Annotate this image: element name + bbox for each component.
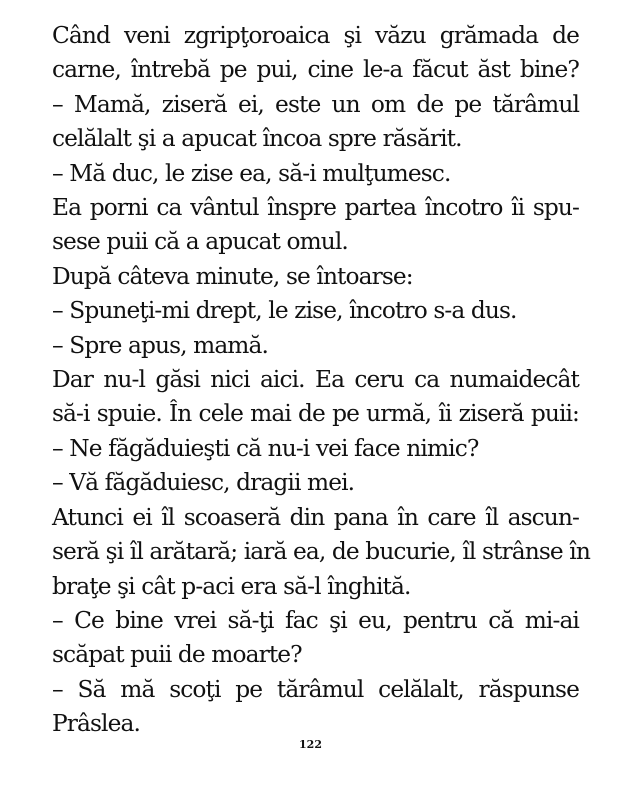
text-line: Dar nu-l găsi nici aici. Ea ceru ca numaidecât (52, 366, 579, 394)
text-line: sese puii că a apucat omul. (52, 228, 348, 256)
text-line: Ea porni ca vântul înspre partea încotro îi spu- (52, 194, 579, 222)
text-line: braţe şi cât p-aci era să-l înghită. (52, 572, 411, 600)
text-line: Prâslea. (52, 710, 140, 738)
text-line: – Spuneţi-mi drept, le zise, încotro s-a dus. (52, 297, 517, 325)
text-line: După câteva minute, se întoarse: (52, 262, 413, 290)
text-line: – Să mă scoţi pe tărâmul celălalt, răspunse (52, 675, 579, 703)
text-line: – Spre apus, mamă. (52, 331, 268, 359)
page-number: 122 (299, 738, 322, 751)
text-line: celălalt şi a apucat încoa spre răsărit. (52, 125, 462, 153)
text-line: să-i spuie. În cele mai de pe urmă, îi ziseră puii: (52, 400, 579, 428)
text-line: – Ne făgăduieşti că nu-i vei face nimic? (52, 434, 479, 462)
text-line: Atunci ei îl scoaseră din pana în care îl ascun- (52, 503, 579, 531)
text-line: scăpat puii de moarte? (52, 641, 302, 669)
text-line: – Mă duc, le zise ea, să-i mulţumesc. (52, 159, 451, 187)
text-line: Când veni zgripţoroaica şi văzu grămada de (52, 22, 579, 49)
page-text (52, 19, 590, 742)
text-line: carne, întrebă pe pui, cine le-a făcut ăst bine? (52, 56, 579, 84)
text-line: – Vă făgăduiesc, dragii mei. (52, 469, 355, 497)
text-line: – Mamă, ziseră ei, este un om de pe tărâmul (52, 90, 579, 118)
text-line: seră şi îl arătară; iară ea, de bucurie, îl strânse în (52, 538, 590, 566)
text-line: – Ce bine vrei să-ţi fac şi eu, pentru că mi-ai (52, 606, 579, 634)
